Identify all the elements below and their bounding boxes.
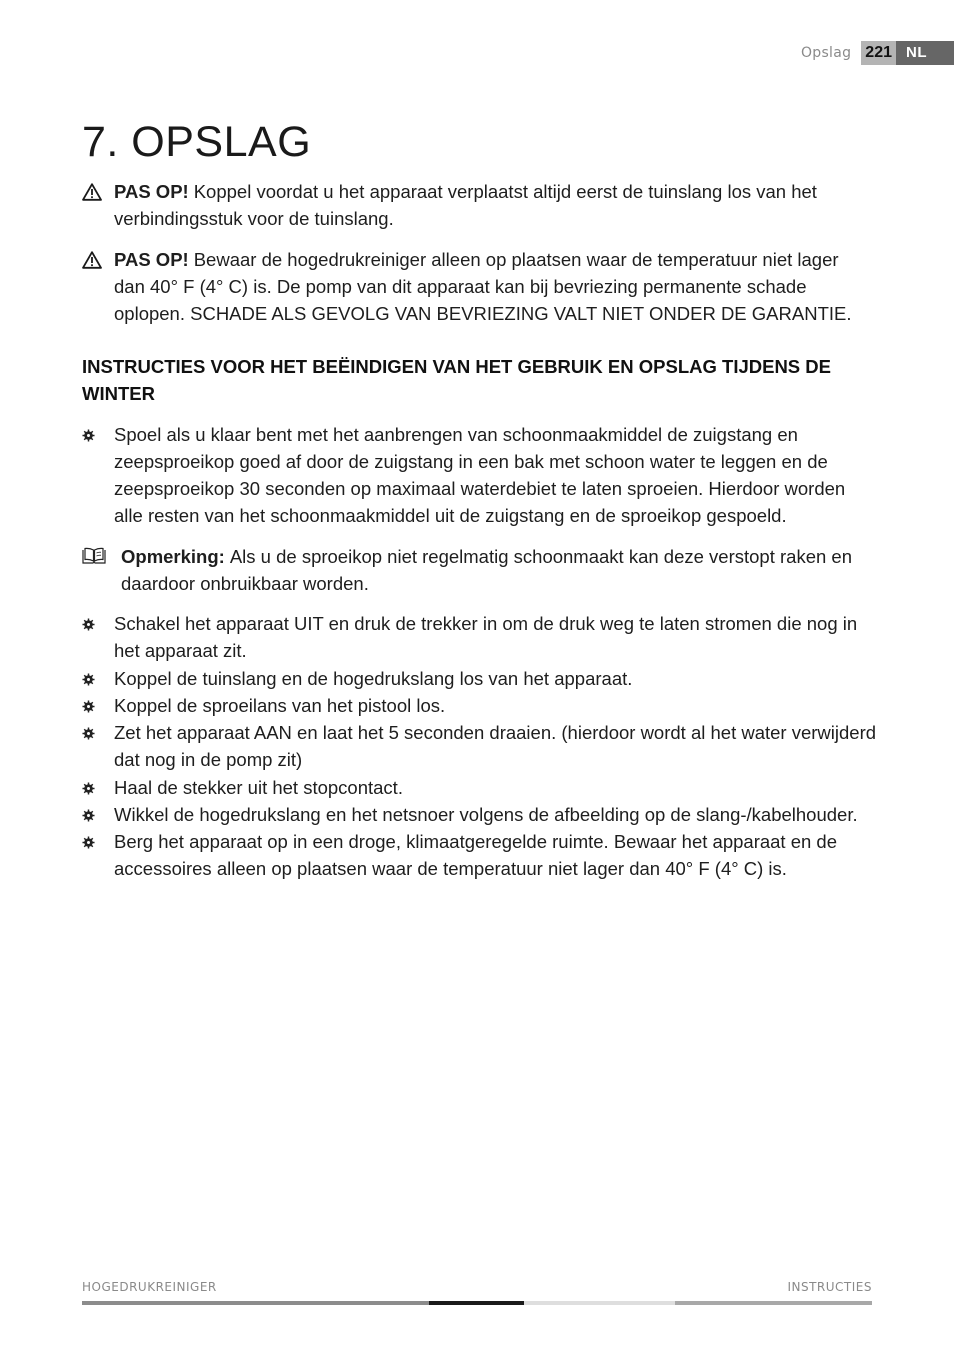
footer-left-label: HOGEDRUKREINIGER: [82, 1280, 217, 1294]
list-item-text: Haal de stekker uit het stopcontact.: [114, 777, 403, 798]
footer-right-label: INSTRUCTIES: [787, 1280, 872, 1294]
warning-block-2: [82, 246, 872, 327]
page-number: 221: [861, 41, 896, 65]
list-item-text: Koppel de sproeilans van het pistool los.: [114, 695, 446, 716]
list-item: [82, 828, 877, 882]
list-item-text: Berg het apparaat op in een droge, klimaatgeregelde ruimte. Bewaar het apparaat en de accessoires alleen op plaatsen waar de temperatuur niet lager dan 40° F (4° C) is.: [114, 831, 838, 879]
footer-divider-segment: [429, 1301, 524, 1305]
bullet-icon: [82, 618, 95, 631]
list-item: [82, 692, 877, 719]
list-item: [82, 774, 877, 801]
list-item-text: Schakel het apparaat UIT en druk de trekker in om de druk weg te laten stromen die nog in het apparaat zit.: [114, 613, 858, 661]
warning-block-1: [82, 178, 872, 232]
section-heading: INSTRUCTIES VOOR HET BEËINDIGEN VAN HET GEBRUIK EN OPSLAG TIJDENS DE WINTER: [82, 356, 831, 404]
bullet-icon: [82, 836, 95, 849]
list-item: [82, 719, 877, 773]
list-item-text: Spoel als u klaar bent met het aanbrengen van schoonmaakmiddel de zuigstang en zeepsproeikop goed af door de zuigstang in een bak met schoon water te leggen en de zeepsproeikop 30 seconden op maximaal waterdebiet te laten sproeien. Hierdoor worden alle resten van het schoonmaakmiddel uit de zuigstang en de sproeikop gespoeld.: [114, 424, 846, 526]
header-section-label: Opslag: [800, 45, 852, 61]
bullet-icon: [82, 782, 95, 795]
warning-text: Bewaar de hogedrukreiniger alleen op plaatsen waar de temperatuur niet lager dan 40° F (4° C) is. De pomp van dit apparaat kan bij bevriezing permanente schade oplopen. SCHADE ALS GEVOLG VAN BEVRIEZING VALT NIET ONDER DE GARANTIE.: [114, 249, 852, 324]
list-item-text: Wikkel de hogedrukslang en het netsnoer volgens de afbeelding op de slang-/kabelhouder.: [114, 804, 858, 825]
list-item-text: Koppel de tuinslang en de hogedrukslang los van het apparaat.: [114, 668, 633, 689]
note-text: Als u de sproeikop niet regelmatig schoonmaakt kan deze verstopt raken en daardoor onbruikbaar worden.: [121, 546, 852, 594]
note-lead: Opmerking:: [121, 546, 225, 567]
footer-divider-segment: [675, 1301, 872, 1305]
warning-lead: PAS OP!: [114, 181, 189, 202]
bullet-icon: [82, 809, 95, 822]
bullet-icon: [82, 727, 95, 740]
list-item: [82, 801, 877, 828]
list-item: [82, 665, 877, 692]
page-header: [801, 41, 954, 65]
book-note-icon: [82, 547, 106, 564]
warning-triangle-icon: [82, 183, 102, 201]
bullet-icon: [82, 673, 95, 686]
language-tab: NL: [896, 41, 954, 65]
list-item: [82, 610, 877, 664]
list-item: [82, 421, 877, 529]
footer-divider-segment: [82, 1301, 429, 1305]
warning-lead: PAS OP!: [114, 249, 189, 270]
page-title: 7. OPSLAG: [82, 118, 312, 166]
bullet-icon: [82, 429, 95, 442]
footer-divider-segment: [524, 1301, 675, 1305]
warning-triangle-icon: [82, 251, 102, 269]
list-item-text: Zet het apparaat AAN en laat het 5 seconden draaien. (hierdoor wordt al het water verwijderd dat nog in de pomp zit): [114, 722, 877, 770]
bullet-icon: [82, 700, 95, 713]
note-block: [82, 543, 872, 597]
warning-text: Koppel voordat u het apparaat verplaatst altijd eerst de tuinslang los van het verbindingsstuk voor de tuinslang.: [114, 181, 817, 229]
